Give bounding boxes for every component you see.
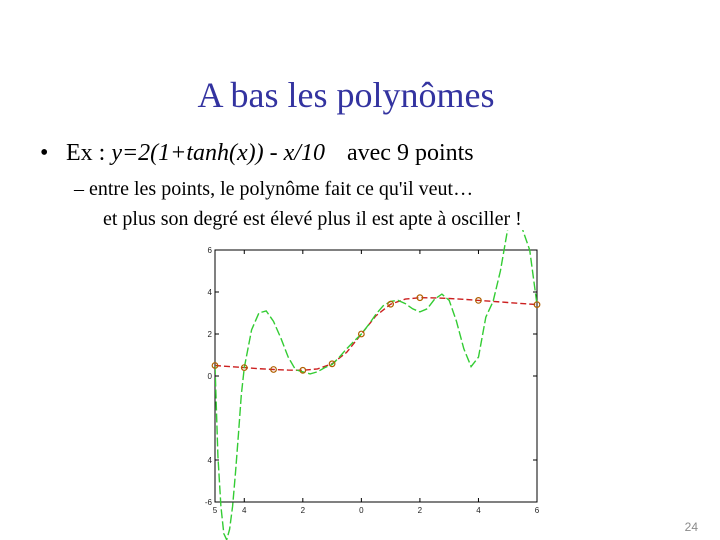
y-tick-label: 4 xyxy=(207,288,212,297)
y-tick-label: 0 xyxy=(207,372,212,381)
slide-number: 24 xyxy=(684,520,698,534)
subbullet-text-1: entre les points, le polynôme fait ce qu'il veut… xyxy=(89,178,474,200)
x-tick-label: 5 xyxy=(212,506,218,515)
y-tick-label: 2 xyxy=(207,330,212,339)
polynomial-curve xyxy=(212,230,537,540)
x-tick-label: 4 xyxy=(476,506,481,515)
bullet-example xyxy=(40,140,474,167)
chart-ticks xyxy=(205,246,540,515)
bullet-marker: • xyxy=(40,140,49,166)
x-tick-label: 6 xyxy=(534,506,540,515)
y-tick-label: 6 xyxy=(207,246,212,255)
chart-axes xyxy=(215,250,537,502)
y-tick-label: -6 xyxy=(204,498,212,507)
polynomial-interpolation-chart xyxy=(180,230,560,540)
bullet-formula: y=2(1+tanh(x)) - x/10 xyxy=(111,140,325,166)
slide-title: A bas les polynômes xyxy=(197,75,495,115)
x-tick-label: 2 xyxy=(300,506,306,515)
subbullet-line-1 xyxy=(74,178,473,201)
y-tick-label: 4 xyxy=(207,456,212,465)
chart-curves xyxy=(212,230,537,540)
x-tick-label: 0 xyxy=(359,506,364,515)
plot-frame xyxy=(215,250,537,502)
subbullet-marker: – xyxy=(74,178,84,200)
subbullet-line-2: et plus son degré est élevé plus il est apte à osciller ! xyxy=(103,208,522,230)
function-curve xyxy=(215,298,537,371)
bullet-prefix: Ex : xyxy=(66,140,112,166)
x-tick-label: 4 xyxy=(242,506,247,515)
x-tick-label: 2 xyxy=(417,506,423,515)
bullet-suffix: avec 9 points xyxy=(346,140,474,166)
